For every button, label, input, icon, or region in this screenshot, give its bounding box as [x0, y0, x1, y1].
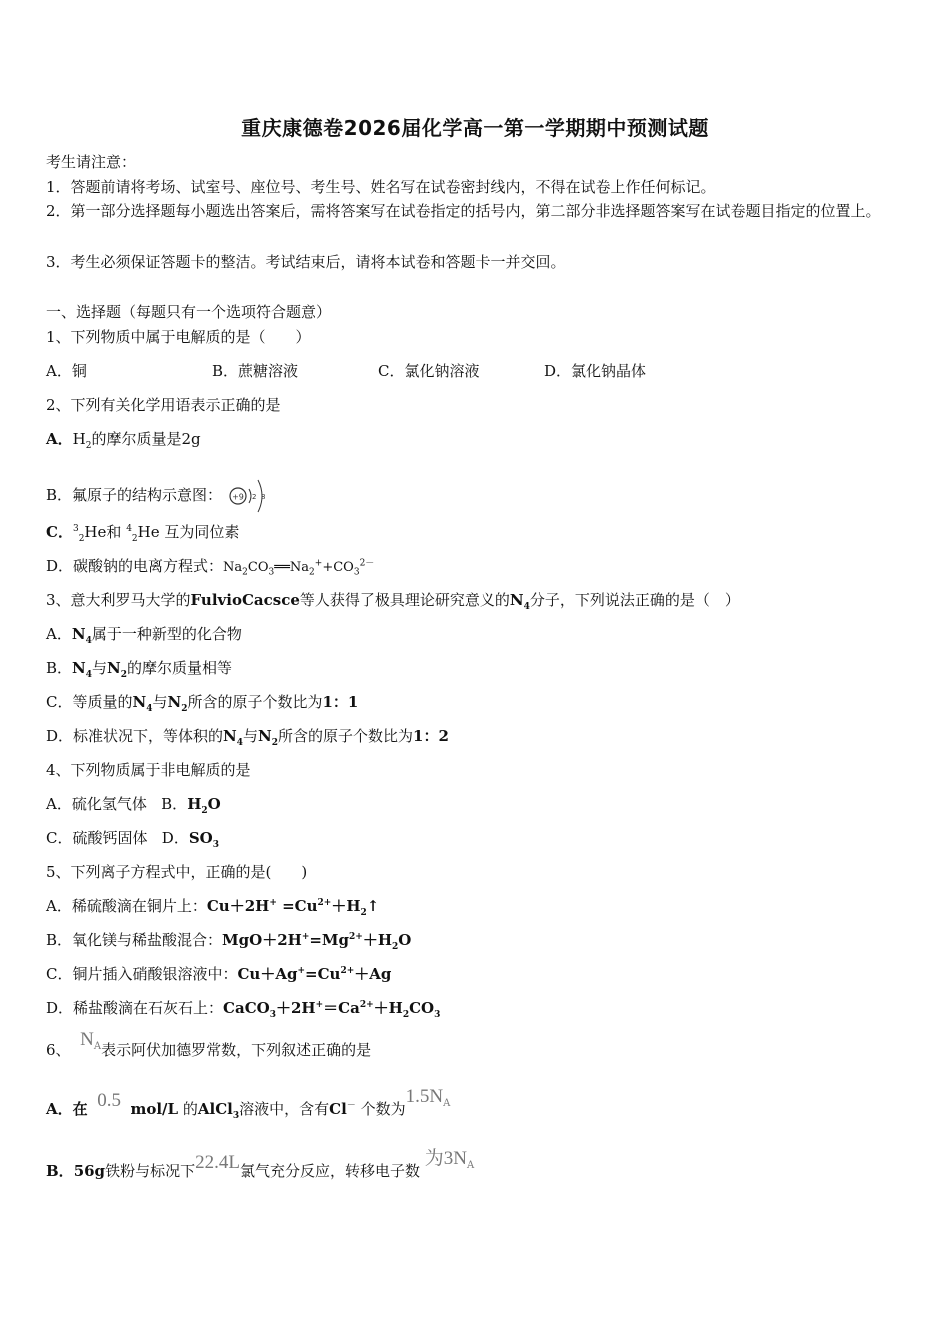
section-heading: 一、选择题（每题只有一个选项符合题意） [46, 303, 332, 321]
q4-option-c: C．硫酸钙固体 [46, 829, 148, 847]
q5-option-a: A．稀硫酸滴在铜片上：$Cu+2H^+ =Cu^{2+}+H_2↑$ [46, 897, 380, 918]
q2-stem: 2、下列有关化学用语表示正确的是 [46, 396, 281, 414]
fluorine-atom-diagram-icon [227, 476, 271, 516]
q2-option-c: C．$^3_2$He和 $^4_2$He 互为同位素 [46, 523, 240, 544]
q4-option-a: A．硫化氢气体 [46, 795, 147, 813]
q4-options-ab [46, 794, 221, 814]
q1-stem: 1、下列物质中属于电解质的是（ ） [46, 328, 311, 346]
q3-option-c: C．等质量的$N_4$与$N_2$所含的原子个数比为1：1 [46, 693, 359, 714]
q2-option-b: B．氟原子的结构示意图： +9 2 8 [46, 476, 271, 516]
q1-option-d: D．氯化钠晶体 [544, 362, 647, 380]
q1-option-b: B．蔗糖溶液 [212, 362, 299, 380]
svg-text:2: 2 [251, 493, 257, 501]
q4-stem: 4、下列物质属于非电解质的是 [46, 761, 251, 779]
svg-text:+9: +9 [231, 492, 244, 502]
q1-option-c: C．氯化钠溶液 [378, 362, 480, 380]
q5-stem: 5、下列离子方程式中，正确的是( ) [46, 863, 308, 881]
q6-option-b: B．56g铁粉与标况下22.4L氯气充分反应，转移电子数 为$3N_A$ [46, 1148, 475, 1180]
notice-item-3: 3．考生必须保证答题卡的整洁。考试结束后，请将本试卷和答题卡一并交回。 [46, 253, 566, 271]
q4-options-cd [46, 828, 219, 848]
q1-option-a: A．铜 [46, 362, 87, 380]
q3-option-b: B．$N_4$与$N_2$的摩尔质量相等 [46, 659, 233, 680]
notice-heading: 考生请注意： [46, 153, 137, 171]
q5-option-b: B．氧化镁与稀盐酸混合：$MgO+2H^+=Mg^{2+}+H_2O$ [46, 931, 412, 952]
q2-option-d: D．碳酸钠的电离方程式：$Na_2CO_3══Na_2^++CO_3^{2-}$ [46, 557, 375, 578]
q2-option-a: A．$H_2$的摩尔质量是2g [46, 430, 201, 451]
q3-option-a: A．$N_4$属于一种新型的化合物 [46, 625, 242, 646]
notice-item-2: 2．第一部分选择题每小题选出答案后，需将答案写在试卷指定的括号内，第二部分非选择题答案写在试卷题目指定的位置上。 [46, 202, 881, 220]
q6-stem: 6、 $N_A$表示阿伏加德罗常数，下列叙述正确的是 [46, 1029, 372, 1059]
q6-option-a: A．在 0.5 mol/L 的AlCl$_3$溶液中，含有Cl－ 个数为$1.5N_A$ [46, 1086, 451, 1121]
svg-text:8: 8 [260, 493, 266, 501]
notice-item-1: 1．答题前请将考场、试室号、座位号、考生号、姓名写在试卷密封线内，不得在试卷上作任何标记。 [46, 178, 716, 196]
q1-options [46, 361, 646, 381]
q4-option-b: B．$H_2O$ [161, 795, 221, 816]
q5-option-d: D．稀盐酸滴在石灰石上：$CaCO_3+2H^+=Ca^{2+}+H_2CO_3$ [46, 999, 441, 1020]
q5-option-c: C．铜片插入硝酸银溶液中：$Cu+Ag^+=Cu^{2+}+Ag$ [46, 965, 392, 983]
q4-option-d: D．$SO_3$ [161, 829, 219, 850]
q3-option-d: D．标准状况下，等体积的$N_4$与$N_2$所含的原子个数比为1：2 [46, 727, 449, 748]
q3-stem: 3、意大利罗马大学的FulvioCacsce等人获得了极具理论研究意义的$N_4$分子，下列说法正确的是（ ） [46, 591, 740, 612]
page-title: 重庆康德卷2026届化学高一第一学期期中预测试题 [241, 116, 709, 140]
